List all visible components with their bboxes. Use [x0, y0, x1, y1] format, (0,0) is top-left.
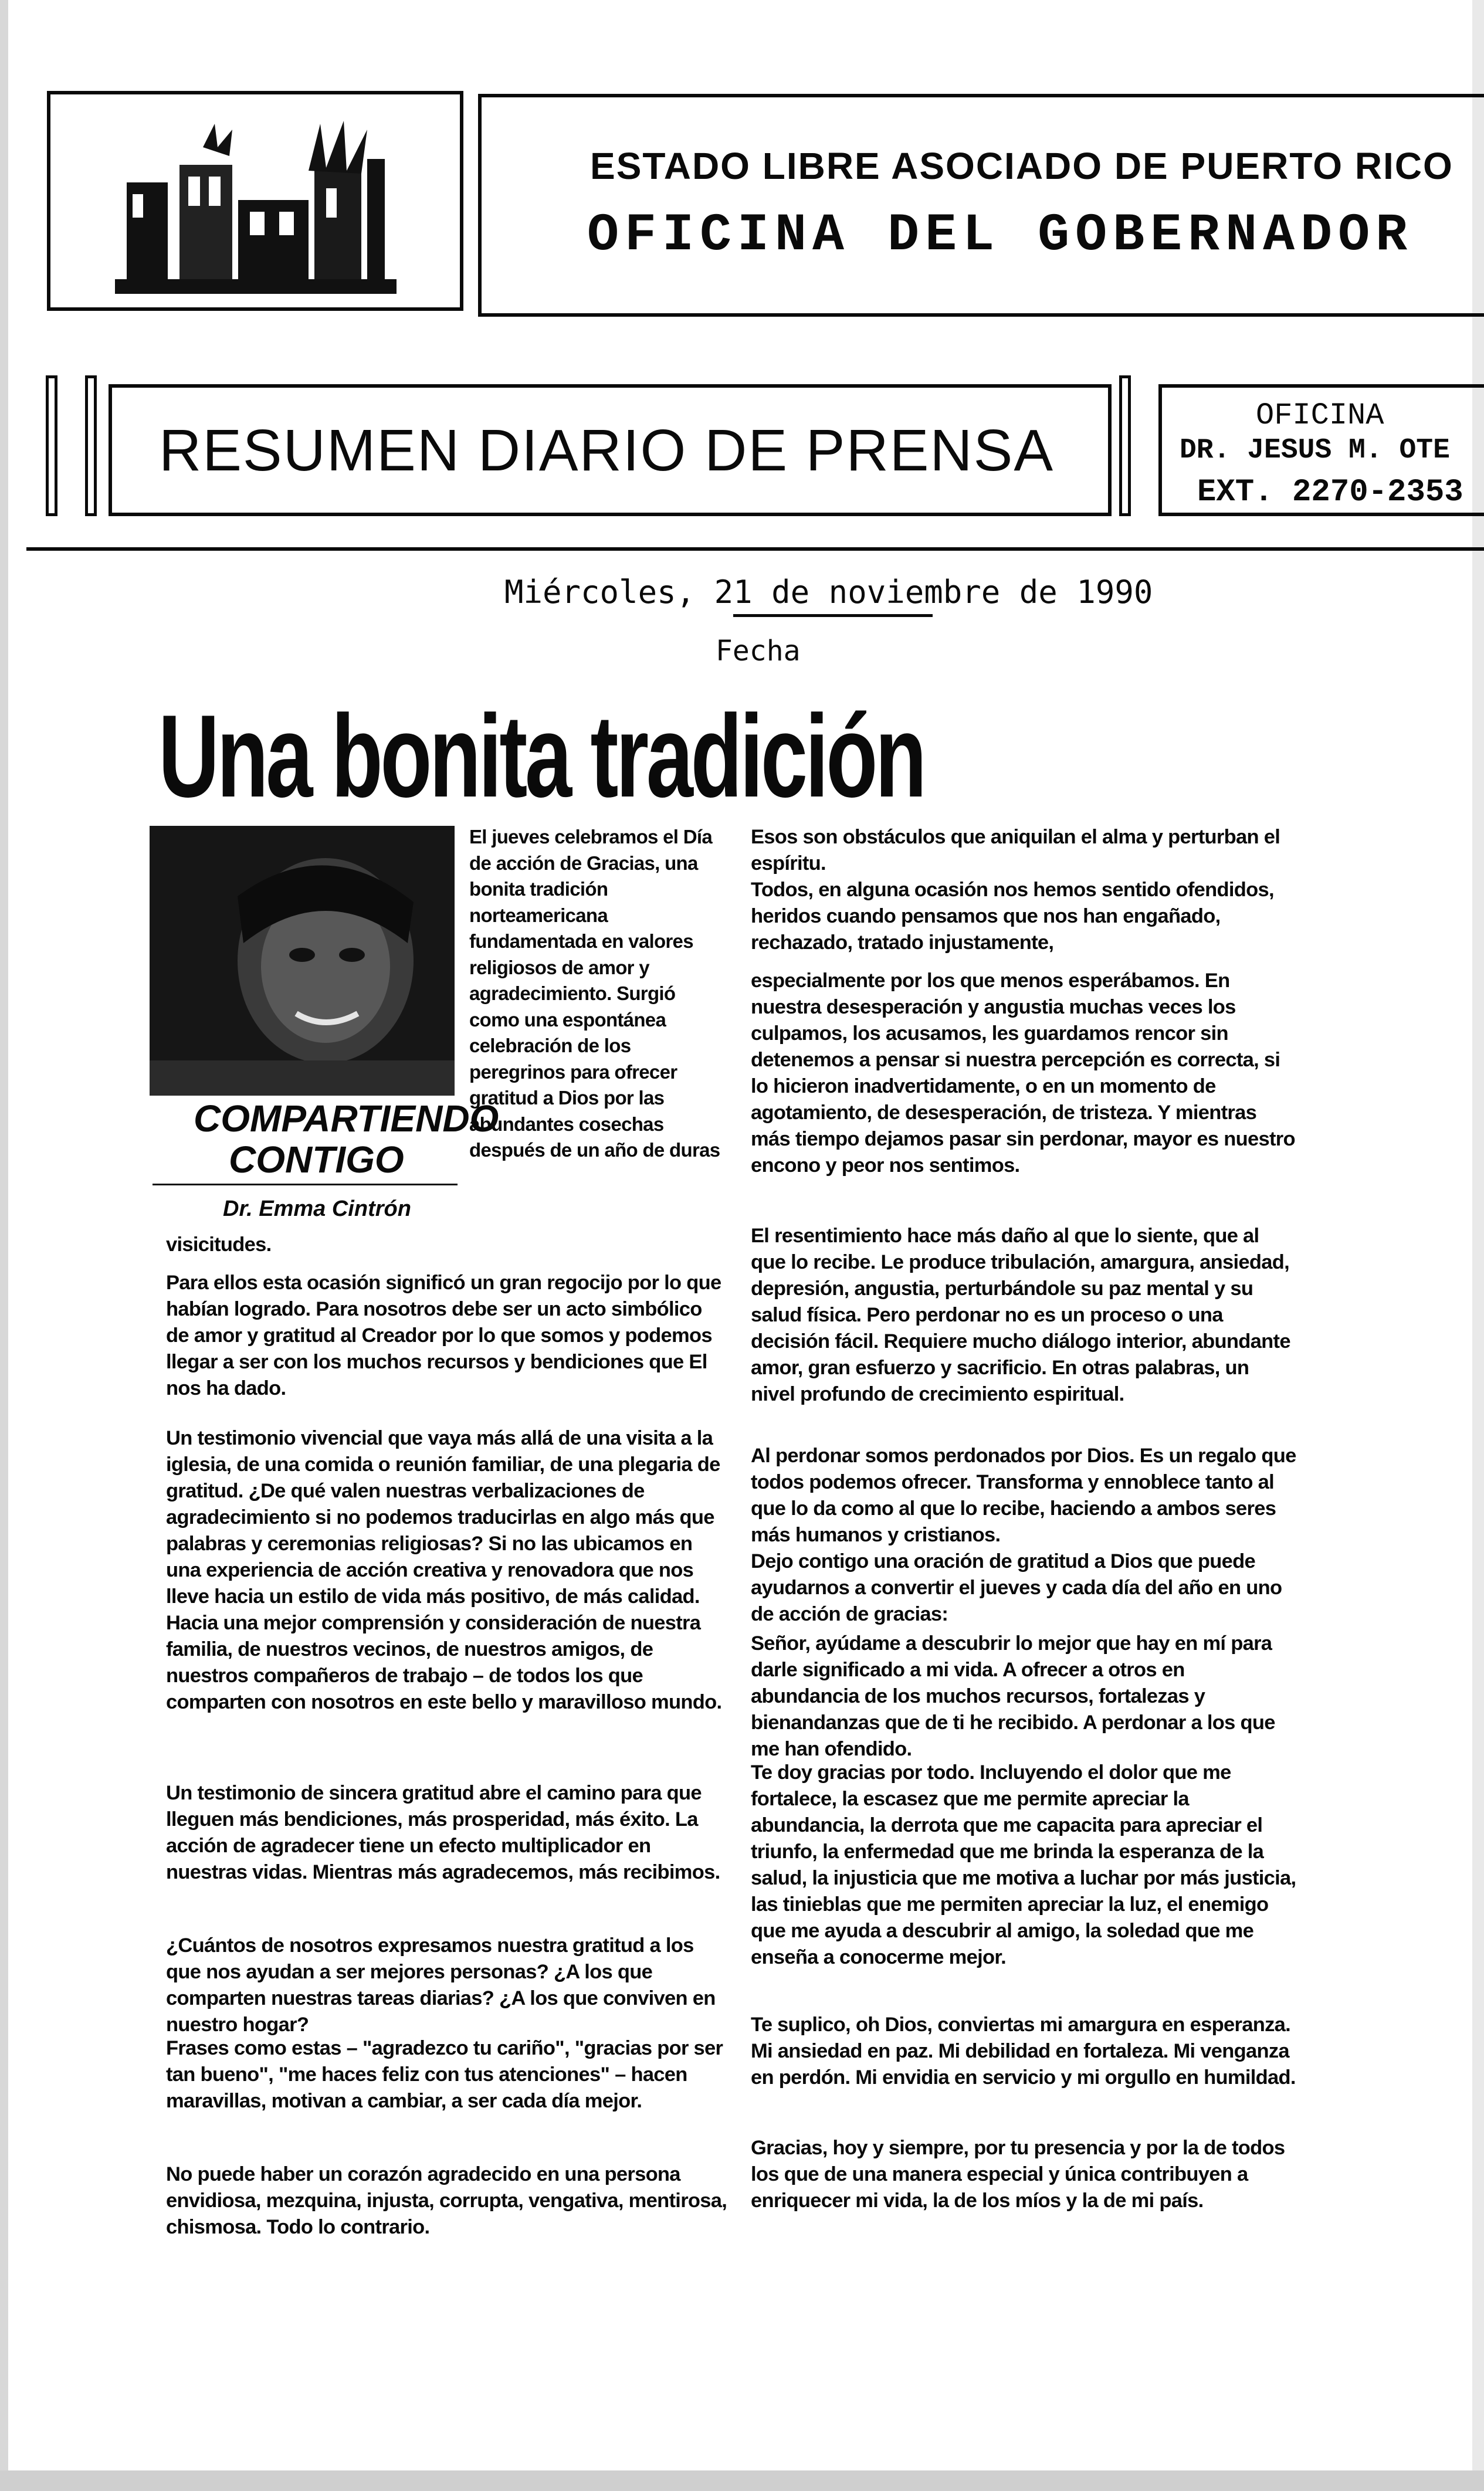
byline-rule [153, 1184, 458, 1185]
seal-frame [47, 91, 463, 311]
scan-edge-left [0, 0, 8, 2491]
article-headline: Una bonita tradición [158, 691, 924, 822]
contact-name: DR. JESUS M. OTE [1180, 435, 1450, 466]
article-paragraph: Todos, en alguna ocasión nos hemos sentido ofendidos, heridos cuando pensamos que nos han engañado, rechazado, tratado injustamente, [751, 879, 1274, 954]
article-paragraph: Al perdonar somos perdonados por Dios. Es un regalo que todos podemos ofrecer. Transforma y ennoblece tanto al que lo da como al que lo recibe, haciendo a ambos seres más humanos y cristianos. [751, 1445, 1296, 1546]
author-photo [150, 826, 455, 1096]
article-paragraph: El resentimiento hace más daño al que lo siente, que al que lo recibe. Le produce tribulación, amargura, ansiedad, depresión, angustia, perturbándole su paz mental y su salud física. Pero perdonar no es un proceso o una decisión fácil. Requiere mucho diálogo interior, abundante amor, gran esfuerzo y sacrificio. En otras palabras, un nivel profundo de crecimiento espiritual. [751, 1225, 1290, 1405]
scan-edge-right [1472, 0, 1484, 2491]
divider-bar [85, 375, 97, 516]
article-paragraph: especialmente por los que menos esperábamos. En nuestra desesperación y angustia muchas veces los culpamos, los acusamos, les guardamos rencor sin detenemos a pensar si nuestra percepción es correcta, si lo hicieron inadvertidamente, o en un momento de agotamiento, de desesperación, de tristeza. Y mientras más tiempo dejamos pasar sin perdonar, mayor es nuestro encono y peor nos sentimos. [751, 970, 1295, 1177]
article-paragraph: Para ellos esta ocasión significó un gran regocijo por lo que habían logrado. Para nosotros debe ser un acto simbólico de amor y gratitud al Creador por lo que somos y podemos llegar a ser con los muchos recursos y bendiciones que El nos ha dado. [166, 1272, 721, 1399]
author-byline: Dr. Emma Cintrón [223, 1197, 411, 1221]
article-paragraph: No puede haber un corazón agradecido en una persona envidiosa, mezquina, injusta, corrupta, vengativa, mentirosa, chismosa. Todo lo contrario. [166, 2163, 727, 2238]
column-name-line1: COMPARTIENDO [194, 1097, 499, 1140]
article-paragraph: Señor, ayúdame a descubrir lo mejor que hay en mí para darle significado a mi vida. A ofrecer a otros en abundancia de los muchos recursos, fortalezas y bienandanzas que de ti he recibido. A perdonar a los que me han ofendido. [751, 1632, 1275, 1760]
press-summary-box [109, 384, 1112, 516]
press-summary-title: RESUMEN DIARIO DE PRENSA [159, 418, 1055, 483]
fortaleza-seal-icon [115, 112, 397, 294]
contact-extension: EXT. 2270-2353 [1197, 475, 1463, 510]
column-name-line2: CONTIGO [229, 1138, 404, 1181]
article-paragraph: Un testimonio de sincera gratitud abre el camino para que lleguen más bendiciones, más prosperidad, más éxito. La acción de agradecer tiene un efecto multiplicador en nuestras vidas. Mientras más agradecemos, más recibimos. [166, 1782, 720, 1883]
date-label: Fecha [716, 635, 801, 667]
article-paragraph: Gracias, hoy y siempre, por tu presencia y por la de todos los que de una manera especial y única contribuyen a enriquecer mi vida, la de los míos y la de mi país. [751, 2137, 1285, 2212]
article-paragraph: visicitudes. [166, 1233, 272, 1256]
scan-edge-bottom [0, 2470, 1484, 2491]
header-rule [26, 547, 1484, 551]
contact-office-label: OFICINA [1256, 398, 1384, 433]
article-paragraph: Un testimonio vivencial que vaya más allá de una visita a la iglesia, de una comida o reunión familiar, de una plegaria de gratitud. ¿De qué valen nuestras verbalizaciones de agradecimiento si no podemos traducirlas en algo más que palabras y ceremonias religiosas? Si no las ubicamos en una experiencia de acción creativa y renovadora que nos lleve hacia un estilo de vida más positivo, de más calidad. Hacia una mejor comprensión y consideración de nuestra familia, de nuestros vecinos, de nuestros amigos, de nuestros compañeros de trabajo – de todos los que comparten con nosotros en este bello y maravilloso mundo. [166, 1427, 722, 1713]
divider-bar [46, 375, 57, 516]
state-name: ESTADO LIBRE ASOCIADO DE PUERTO RICO [590, 145, 1453, 187]
article-paragraph: Te suplico, oh Dios, conviertas mi amargura en esperanza. Mi ansiedad en paz. Mi debilidad en fortaleza. Mi venganza en perdón. Mi envidia en servicio y mi orgullo en humildad. [751, 2014, 1296, 2089]
governor-office-box [478, 94, 1484, 317]
date-value: Miércoles, 21 de noviembre de 1990 [504, 574, 1153, 611]
article-paragraph: ¿Cuántos de nosotros expresamos nuestra gratitud a los que nos ayudan a ser mejores personas? ¿A los que comparten nuestras tareas diarias? ¿A los que conviven en nuestro hogar? [166, 1934, 716, 2036]
article-paragraph: Te doy gracias por todo. Incluyendo el dolor que me fortalece, la escasez que me permite apreciar la abundancia, la derrota que me capacita para apreciar el triunfo, la enfermedad que me brinda la esperanza de la salud, la injusticia que me motiva a luchar por más justicia, las tinieblas que me permiten apreciar la luz, el enemigo que me ayuda a descubrir al amigo, la soledad que me enseña a conocerme mejor. [751, 1761, 1296, 1968]
article-paragraph: Frases como estas – "agradezco tu cariño", "gracias por ser tan bueno", "me haces feliz con tus atenciones" – hacen maravillas, motivan a cambiar, a ser cada día mejor. [166, 2037, 723, 2112]
office-name: OFICINA DEL GOBERNADOR [587, 206, 1414, 266]
article-paragraph: Esos son obstáculos que aniquilan el alma y perturban el espíritu. [751, 826, 1280, 875]
date-underline [733, 614, 933, 617]
article-paragraph: El jueves celebramos el Día de acción de Gracias, una bonita tradición norteamericana fundamentada en valores religiosos de amor y agradecimiento. Surgió como una espontánea celebración de los peregrinos para ofrecer gratitud a Dios por las abundantes cosechas después de un año de duras [469, 826, 720, 1161]
contact-box [1158, 384, 1484, 516]
article-paragraph: Dejo contigo una oración de gratitud a Dios que puede ayudarnos a convertir el jueves y cada día del año en uno de acción de gracias: [751, 1550, 1282, 1625]
divider-bar [1119, 375, 1131, 516]
